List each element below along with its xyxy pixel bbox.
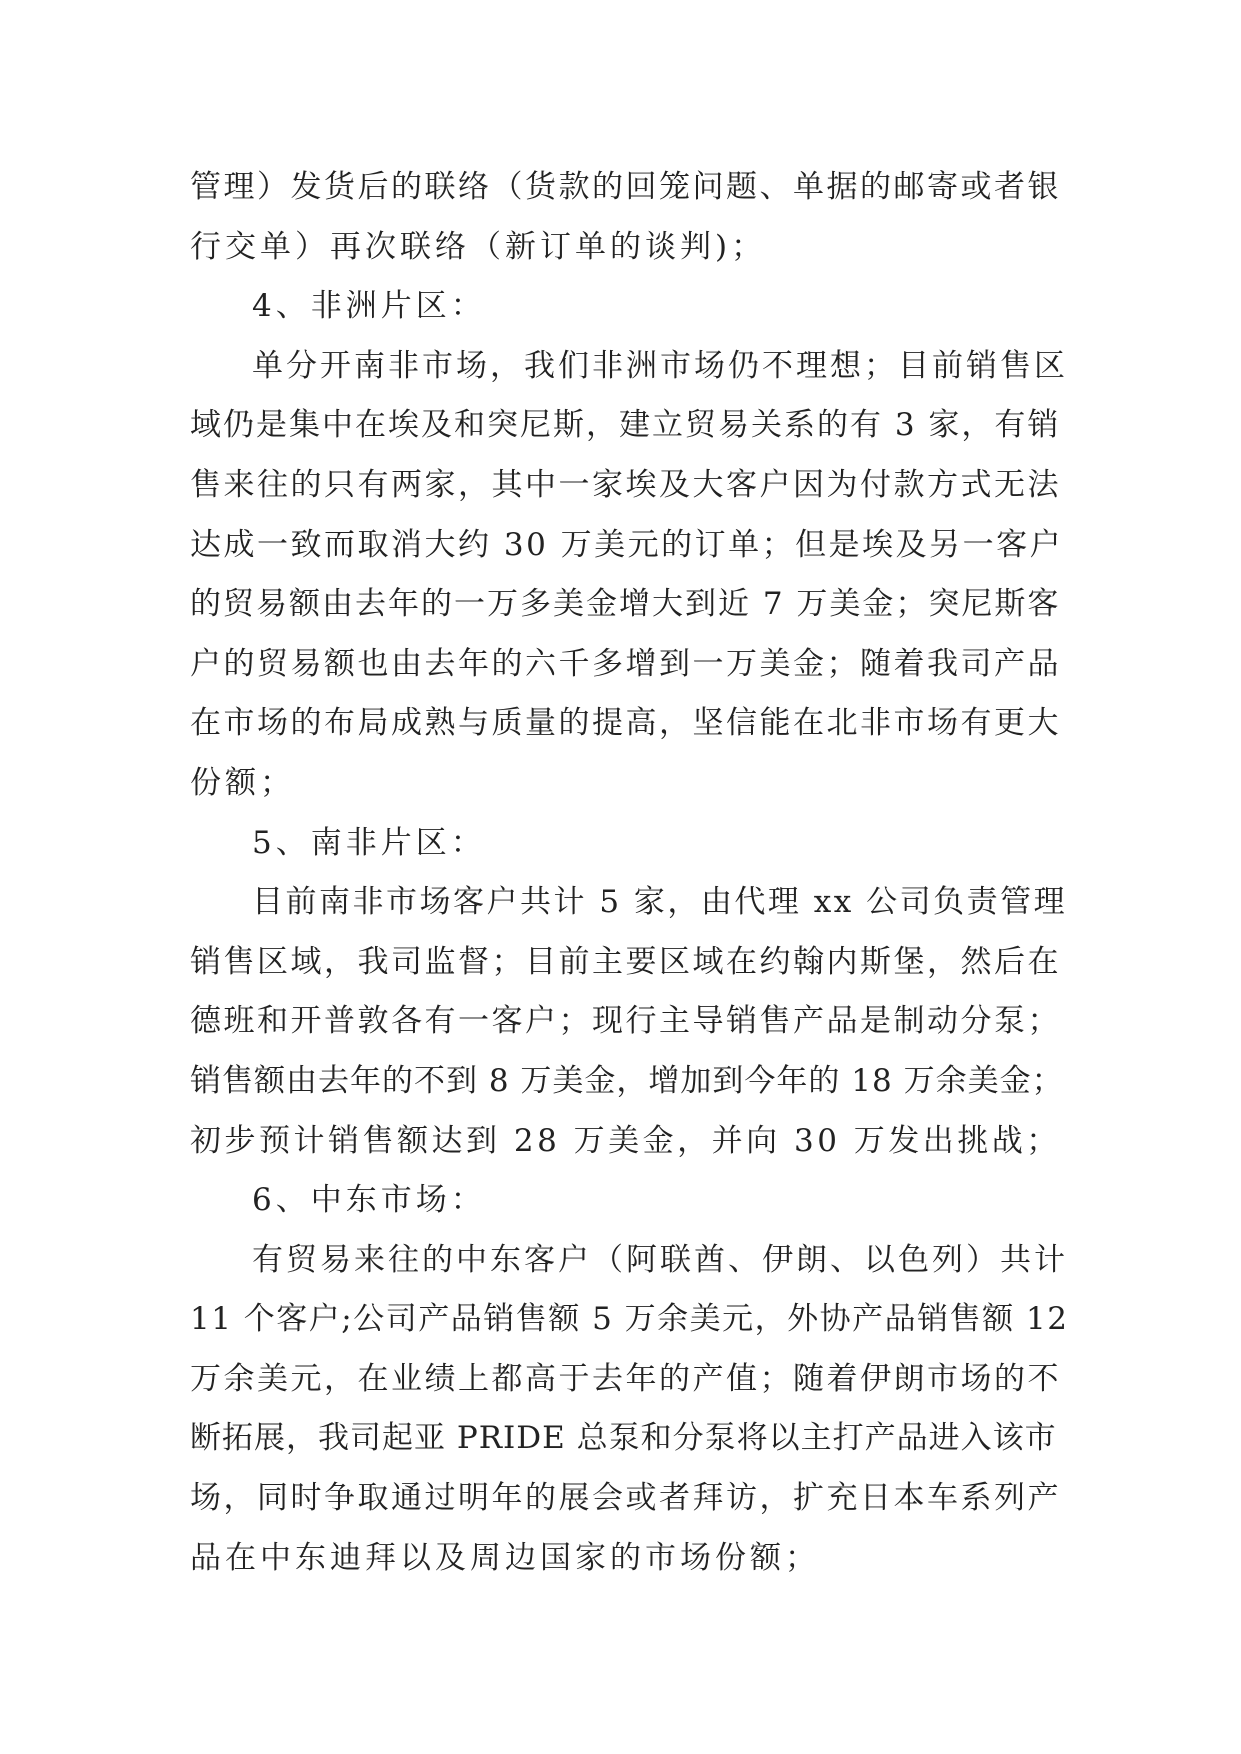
text-line: 达成一致而取消大约 30 万美元的订单；但是埃及另一客户 <box>190 526 1064 563</box>
text-line: 目前南非市场客户共计 5 家，由代理 xx 公司负责管理 <box>252 884 1068 921</box>
section-heading-middle-east: 6、中东市场： <box>252 1182 486 1219</box>
text-line: 初步预计销售额达到 28 万美金，并向 30 万发出挑战； <box>190 1122 1061 1159</box>
text-line: 份额； <box>190 764 295 801</box>
text-line: 德班和开普敦各有一客户；现行主导销售产品是制动分泵； <box>190 1003 1061 1040</box>
text-line: 域仍是集中在埃及和突尼斯，建立贸易关系的有 3 家，有销 <box>190 407 1061 444</box>
text-line: 销售额由去年的不到 8 万美金，增加到今年的 18 万余美金； <box>190 1062 1064 1099</box>
text-line: 单分开南非市场，我们非洲市场仍不理想；目前销售区 <box>252 347 1068 384</box>
text-line: 户的贸易额也由去年的六千多增到一万美金；随着我司产品 <box>190 645 1061 682</box>
text-line: 有贸易来往的中东客户（阿联酋、伊朗、以色列）共计 <box>252 1241 1068 1278</box>
text-line: 的贸易额由去年的一万多美金增大到近 7 万美金；突尼斯客 <box>190 586 1061 623</box>
text-line: 场，同时争取通过明年的展会或者拜访，扩充日本车系列产 <box>190 1480 1061 1517</box>
section-heading-south-africa: 5、南非片区： <box>252 824 486 861</box>
body-text <box>190 158 1070 1588</box>
text-line: 行交单）再次联络（新订单的谈判)； <box>190 228 767 265</box>
text-line: 售来往的只有两家，其中一家埃及大客户因为付款方式无法 <box>190 466 1061 503</box>
text-line: 在市场的布局成熟与质量的提高，坚信能在北非市场有更大 <box>190 705 1061 742</box>
text-line: 11 个客户;公司产品销售额 5 万余美元，外协产品销售额 12 <box>190 1301 1069 1338</box>
text-line: 管理）发货后的联络（货款的回笼问题、单据的邮寄或者银 <box>190 169 1061 205</box>
text-line: 品在中东迪拜以及周边国家的市场份额； <box>190 1539 820 1576</box>
text-line: 销售区域，我司监督；目前主要区域在约翰内斯堡，然后在 <box>190 943 1061 980</box>
section-heading-africa: 4、非洲片区： <box>252 288 486 325</box>
text-line: 万余美元，在业绩上都高于去年的产值；随着伊朗市场的不 <box>190 1360 1061 1397</box>
text-line: 断拓展，我司起亚 PRIDE 总泵和分泵将以主打产品进入该市 <box>190 1420 1057 1457</box>
